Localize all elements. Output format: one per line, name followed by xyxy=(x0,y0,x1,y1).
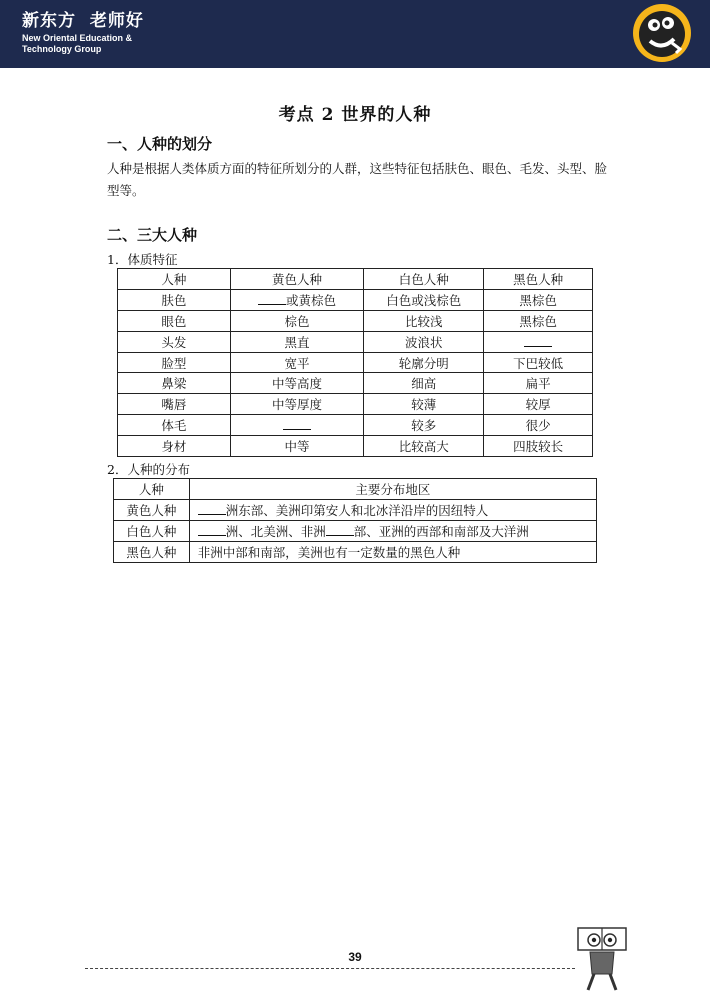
table-cell: 细高 xyxy=(364,373,484,394)
cell-text: 或黄棕色 xyxy=(286,292,337,308)
classification-paragraph: 人种是根据人类体质方面的特征所划分的人群，这些特征包括肤色、眼色、毛发、头型、脸型等。 xyxy=(107,161,608,198)
trait-label: 脸型 xyxy=(118,352,231,373)
table-cell: 中等 xyxy=(230,436,364,457)
race-label: 黄色人种 xyxy=(114,499,190,520)
brand-name-cn: 新东方 老师好 xyxy=(22,11,144,31)
distribution-table xyxy=(113,478,597,563)
table-cell: 波浪状 xyxy=(364,331,484,352)
table-row xyxy=(118,310,593,331)
trait-label: 头发 xyxy=(118,331,231,352)
race-label: 黑色人种 xyxy=(114,541,190,562)
table-cell: 宽平 xyxy=(230,352,364,373)
header-cell: 人种 xyxy=(114,479,190,500)
physical-traits-table xyxy=(117,268,593,457)
table-header-row xyxy=(114,479,597,500)
mascot-logo-icon xyxy=(632,3,692,63)
table-cell: 四肢较长 xyxy=(484,436,593,457)
page-number: 39 xyxy=(348,950,362,964)
table-cell: 中等厚度 xyxy=(230,394,364,415)
cell-text: 部、亚洲的西部和南部及大洋洲 xyxy=(353,523,529,539)
table-row xyxy=(114,499,597,520)
brand-name-en: New Oriental Education & Technology Group xyxy=(22,33,133,54)
table-cell xyxy=(189,499,596,520)
trait-label: 鼻梁 xyxy=(118,373,231,394)
table-cell: 扁平 xyxy=(484,373,593,394)
trait-label: 体毛 xyxy=(118,415,231,436)
page-title: 考点 2 世界的人种 xyxy=(278,105,432,125)
header-cell: 人种 xyxy=(118,269,231,290)
table-row xyxy=(114,520,597,541)
fill-blank[interactable] xyxy=(326,523,354,536)
table-cell: 较厚 xyxy=(484,394,593,415)
cell-text: 洲、北美洲、非洲 xyxy=(225,523,326,539)
table-row xyxy=(114,541,597,562)
table-cell: 轮廓分明 xyxy=(364,352,484,373)
table-cell: 下巴较低 xyxy=(484,352,593,373)
table-cell: 较薄 xyxy=(364,394,484,415)
table-row xyxy=(118,352,593,373)
table-row xyxy=(118,436,593,457)
table-cell: 中等高度 xyxy=(230,373,364,394)
trait-label: 眼色 xyxy=(118,310,231,331)
table-cell: 黑直 xyxy=(230,331,364,352)
trait-label: 身材 xyxy=(118,436,231,457)
page-header xyxy=(0,0,710,68)
table-row xyxy=(118,415,593,436)
trait-label: 肤色 xyxy=(118,289,231,310)
table-row xyxy=(118,331,593,352)
table-cell xyxy=(484,331,593,352)
table-cell: 非洲中部和南部，美洲也有一定数量的黑色人种 xyxy=(189,541,596,562)
fill-blank[interactable] xyxy=(258,292,286,305)
fill-blank[interactable] xyxy=(524,334,552,347)
table-cell: 棕色 xyxy=(230,310,364,331)
header-cell: 黑色人种 xyxy=(484,269,593,290)
fill-blank[interactable] xyxy=(198,502,226,515)
table-cell xyxy=(230,415,364,436)
header-cell: 白色人种 xyxy=(364,269,484,290)
race-label: 白色人种 xyxy=(114,520,190,541)
table-cell: 黑棕色 xyxy=(484,289,593,310)
header-cell: 主要分布地区 xyxy=(189,479,596,500)
table-cell: 黑棕色 xyxy=(484,310,593,331)
table-cell: 很少 xyxy=(484,415,593,436)
fill-blank[interactable] xyxy=(198,523,226,536)
table-cell: 白色或浅棕色 xyxy=(364,289,484,310)
header-cell: 黄色人种 xyxy=(230,269,364,290)
table-row xyxy=(118,373,593,394)
footer-divider xyxy=(85,968,575,969)
table-cell: 较多 xyxy=(364,415,484,436)
reading-mascot-icon xyxy=(572,924,632,994)
table-row xyxy=(118,394,593,415)
table-cell xyxy=(189,520,596,541)
table-row xyxy=(118,289,593,310)
subheading-physical-traits: 1．体质特征 xyxy=(107,252,178,267)
subheading-distribution: 2．人种的分布 xyxy=(107,462,190,477)
table-cell xyxy=(230,289,364,310)
cell-text: 洲东部、美洲印第安人和北冰洋沿岸的因纽特人 xyxy=(225,502,489,518)
section-heading-classification: 一、人种的划分 xyxy=(107,135,213,153)
fill-blank[interactable] xyxy=(283,417,311,430)
trait-label: 嘴唇 xyxy=(118,394,231,415)
table-header-row xyxy=(118,269,593,290)
table-cell: 比较浅 xyxy=(364,310,484,331)
table-cell: 比较高大 xyxy=(364,436,484,457)
section-heading-three-races: 二、三大人种 xyxy=(107,226,198,244)
